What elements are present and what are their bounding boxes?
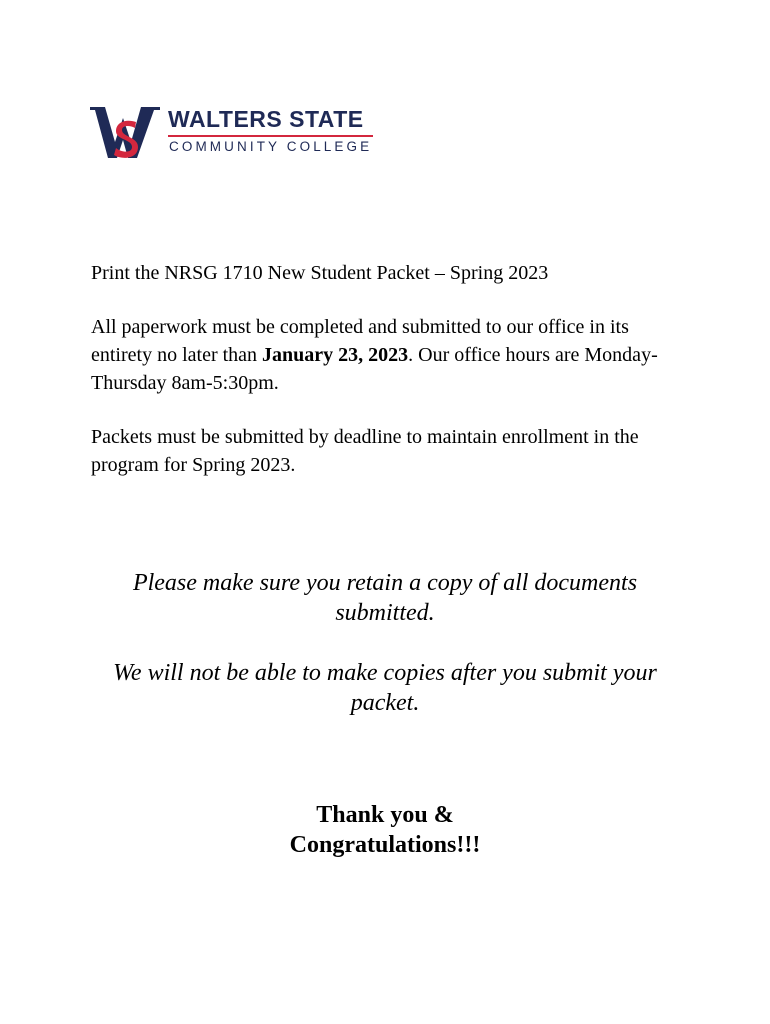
logo-divider: [168, 135, 373, 137]
deadline-date: January 23, 2023: [262, 344, 409, 366]
closing-line-congrats: Congratulations!!!: [289, 832, 481, 858]
logo-college-name: WALTERS STATE: [168, 106, 364, 132]
paperwork-text-start: All paperwork must be completed and submitted to our office in its entirety no later than: [91, 316, 629, 366]
instructions-section: [91, 259, 691, 505]
no-copies-notice: We will not be able to make copies after you submit your packet.: [113, 660, 657, 716]
packets-paragraph: Packets must be submitted by deadline to maintain enrollment in the program for Spring 2023.: [91, 426, 639, 476]
ws-monogram-icon: [90, 104, 162, 160]
paperwork-paragraph: [91, 313, 691, 397]
intro-paragraph: Print the NRSG 1710 New Student Packet – Spring 2023: [91, 262, 549, 284]
closing-line-thanks: Thank you &: [316, 802, 454, 828]
closing-message: [85, 800, 685, 860]
logo-college-subtitle: COMMUNITY COLLEGE: [169, 139, 373, 154]
paperwork-text-end: . Our office hours are Monday-Thursday 8am-5:30pm.: [91, 344, 658, 394]
college-logo: [90, 104, 380, 160]
retain-copy-notice: Please make sure you retain a copy of all documents submitted.: [132, 570, 638, 626]
